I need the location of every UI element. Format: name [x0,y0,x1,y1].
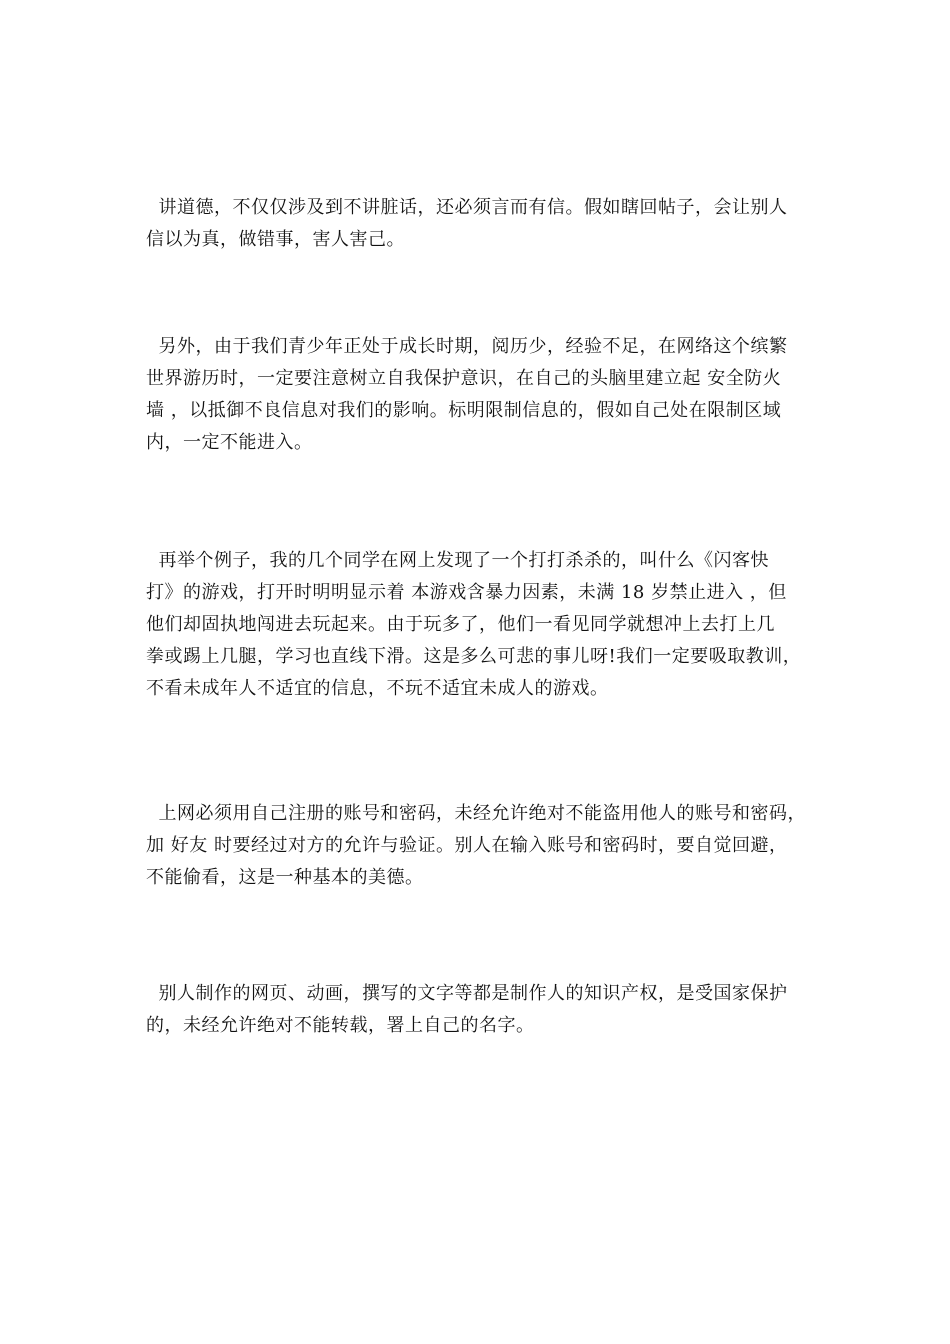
paragraph-ethics [146,192,826,256]
text-line: 拳或踢上几腿，学习也直线下滑。这是多么可悲的事儿呀!我们一定要吸取教训， [146,646,802,667]
text-line: 再举个例子，我的几个同学在网上发现了一个打打杀杀的，叫什么《闪客快 [146,550,769,571]
text-line: 信以为真，做错事，害人害己。 [146,229,405,250]
text-line: 讲道德，不仅仅涉及到不讲脏话，还必须言而有信。假如瞎回帖子，会让别人 [146,197,788,218]
text-line: 的，未经允许绝对不能转载，署上自己的名字。 [146,1015,535,1036]
text-line: 别人制作的网页、动画，撰写的文字等都是制作人的知识产权，是受国家保护 [146,983,788,1004]
text-line: 内，一定不能进入。 [146,432,313,453]
text-line: 墙 ，以抵御不良信息对我们的影响。标明限制信息的，假如自己处在限制区域 [146,400,782,421]
text-line: 另外，由于我们青少年正处于成长时期，阅历少，经验不足，在网络这个缤繁 [146,336,788,357]
paragraph-intellectual-property [146,978,826,1042]
paragraph-game-example [146,545,826,705]
text-line: 世界游历时，一定要注意树立自我保护意识，在自己的头脑里建立起 安全防火 [146,368,782,389]
text-line: 加 好友 时要经过对方的允许与验证。别人在输入账号和密码时，要自觉回避， [146,835,788,856]
text-line: 不能偷看，这是一种基本的美德。 [146,867,424,888]
paragraph-account-password [146,798,826,894]
text-line: 不看未成年人不适宜的信息，不玩不适宜未成人的游戏。 [146,678,609,699]
text-line: 打》的游戏，打开时明明显示着 本游戏含暴力因素，未满 18 岁禁止进入 ，但 [146,582,787,603]
paragraph-self-protection [146,331,826,459]
text-line: 上网必须用自己注册的账号和密码，未经允许绝对不能盗用他人的账号和密码， [146,803,806,824]
text-line: 他们却固执地闯进去玩起来。由于玩多了，他们一看见同学就想冲上去打上几 [146,614,775,635]
